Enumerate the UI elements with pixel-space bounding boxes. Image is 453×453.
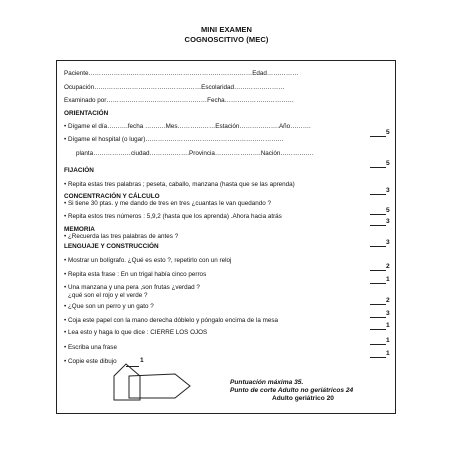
lenguaje-item-papel: • Coja este papel con la mano derecha dóblelo y póngalo encima de la mesa bbox=[64, 317, 278, 324]
score-concentracion-2: 3 bbox=[386, 218, 390, 225]
form-title: MINI EXAMEN bbox=[200, 25, 253, 34]
lenguaje-item-dibujo: • Copie este dibujo bbox=[64, 358, 117, 365]
lenguaje-item-manzana: • Una manzana y una pera ,son frutas ¿verdad ? bbox=[64, 284, 200, 291]
score-line[interactable] bbox=[370, 282, 386, 284]
orientacion-item-planta: planta………………ciudad……………….Provincia………………….Nación……………. bbox=[76, 150, 314, 157]
memoria-item-recuerda: • ¿Recuerda las tres palabras de antes ? bbox=[64, 233, 179, 240]
score-line[interactable] bbox=[370, 245, 386, 247]
lenguaje-item-colores: ¿qué son el rojo y el verde ? bbox=[68, 292, 148, 299]
heading-orientacion: ORIENTACIÓN bbox=[64, 110, 109, 117]
form-subtitle: COGNOSCITIVO (MEC) bbox=[184, 35, 269, 44]
pentagon-left bbox=[114, 364, 140, 400]
lenguaje-item-perro-gato: • ¿Que son un perro y un gato ? bbox=[64, 303, 154, 310]
concentracion-item-restar: • Si tiene 30 ptas. y me dando de tres en tres ¿cuantas le van quedando ? bbox=[64, 200, 271, 207]
score-lenguaje-4: 3 bbox=[386, 310, 390, 317]
score-lenguaje-2: 1 bbox=[386, 276, 390, 283]
score-line[interactable] bbox=[370, 166, 386, 168]
score-line[interactable] bbox=[370, 193, 386, 195]
score-line[interactable] bbox=[370, 316, 386, 318]
lenguaje-item-ojos: • Lea esto y haga lo que dice : CIERRE LOS OJOS bbox=[64, 329, 208, 336]
footer-cutoff: Punto de corte Adulto no geriátricos 24 bbox=[230, 387, 354, 394]
pentagon-right bbox=[129, 374, 190, 398]
score-lenguaje-3: 2 bbox=[386, 297, 390, 304]
lenguaje-item-escriba: • Escriba una frase bbox=[64, 344, 117, 351]
field-paciente[interactable]: Paciente……………………………………………………………………Edad…………… bbox=[64, 70, 299, 77]
score-line[interactable] bbox=[370, 328, 386, 330]
lenguaje-item-frase: • Repita esta frase : En un trigal había cinco perros bbox=[64, 271, 207, 278]
score-fijacion: 3 bbox=[386, 187, 390, 194]
score-dibujo: 1 bbox=[140, 357, 144, 364]
fijacion-item-palabras: • Repita estas tres palabras ; peseta, caballo, manzana (hasta que se las aprenda) bbox=[64, 181, 295, 188]
score-line[interactable] bbox=[370, 213, 386, 215]
field-ocupacion[interactable]: Ocupación……………………………………………Escolaridad…………………… bbox=[64, 84, 285, 91]
score-orientacion-1: 5 bbox=[386, 129, 390, 136]
concentracion-item-numeros: • Repita estos tres números : 5,9,2 (hasta que los aprenda) .Ahora hacia atrás bbox=[64, 213, 282, 220]
score-line[interactable] bbox=[370, 343, 386, 345]
score-lenguaje-1: 2 bbox=[386, 263, 390, 270]
orientacion-item-fecha: • Dígame el día……….fecha ……….Mes………………Estación……………….Año………. bbox=[64, 123, 311, 130]
score-line[interactable] bbox=[370, 135, 386, 137]
orientacion-item-lugar: • Dígame el hospital (o lugar)………………………………………………………… bbox=[64, 136, 284, 143]
score-line[interactable] bbox=[370, 356, 386, 358]
score-line[interactable] bbox=[370, 269, 386, 271]
score-concentracion-1: 5 bbox=[386, 207, 390, 214]
footer-geriatric: Adulto geriátrico 20 bbox=[272, 395, 334, 402]
heading-lenguaje: LENGUAJE Y CONSTRUCCIÓN bbox=[64, 243, 159, 250]
score-line[interactable] bbox=[370, 303, 386, 305]
heading-concentracion: CONCENTRACIÓN Y CÁLCULO bbox=[64, 193, 160, 200]
heading-fijacion: FIJACIÓN bbox=[64, 167, 94, 174]
score-lenguaje-5: 1 bbox=[386, 322, 390, 329]
score-memoria: 3 bbox=[386, 239, 390, 246]
score-line[interactable] bbox=[370, 224, 386, 226]
score-orientacion-2: 5 bbox=[386, 160, 390, 167]
lenguaje-item-boligrafo: • Mostrar un bolígrafo. ¿Qué es esto ?, repetirlo con un reloj bbox=[64, 257, 232, 264]
footer-max-score: Puntuación máxima 35. bbox=[230, 379, 304, 386]
score-lenguaje-6: 1 bbox=[386, 337, 390, 344]
intersecting-pentagons-drawing bbox=[112, 362, 202, 412]
score-lenguaje-7: 1 bbox=[386, 350, 390, 357]
field-examinado[interactable]: Examinado por…………………………………………Fecha…………………………… bbox=[64, 97, 294, 104]
heading-memoria: MEMORIA bbox=[64, 226, 95, 233]
